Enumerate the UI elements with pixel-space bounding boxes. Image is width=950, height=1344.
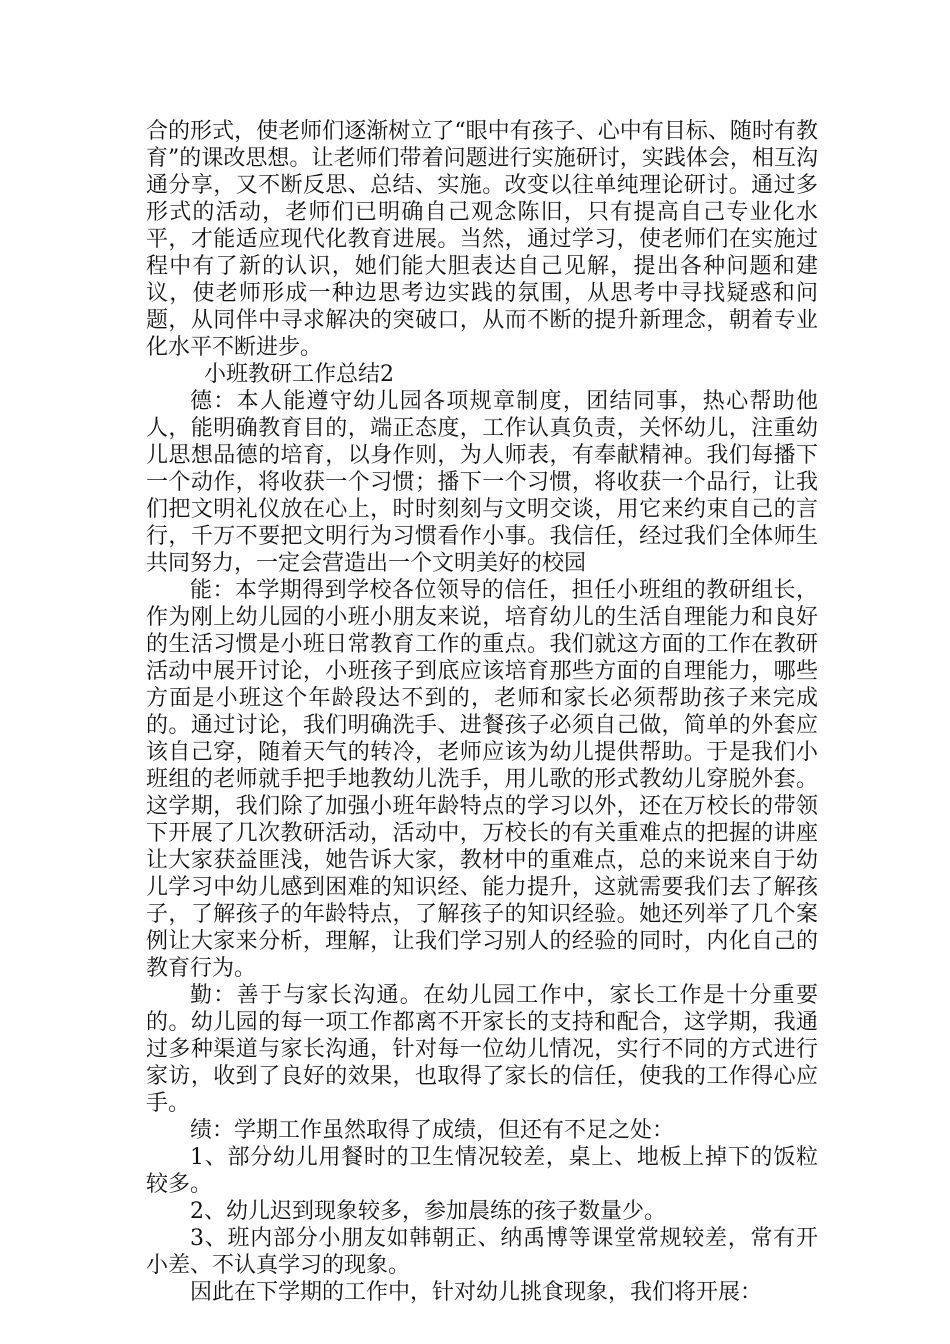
paragraph-de: 德：本人能遵守幼儿园各项规章制度，团结同事，热心帮助他人，能明确教育目的，端正态度，工作认真负责，关怀幼儿，注重幼儿思想品德的培育，以身作则，为人师表，有奉献精神。我们每播下一个动作，将收获一个习惯；播下一个习惯，将收获一个品行，让我们把文明礼仪放在心上，时时刻刻与文明交谈，用它来约束自己的言行，千万不要把文明行为习惯看作小事。我信任，经过我们全体师生共同努力，一定会营造出一个文明美好的校园 xyxy=(146,389,818,576)
list-item-2: 2、幼儿迟到现象较多，参加晨练的孩子数量少。 xyxy=(190,1199,666,1224)
list-item-3: 3、班内部分小朋友如韩朝正、纳禹博等课堂常规较差，常有开小差、不认真学习的现象。 xyxy=(146,1226,818,1278)
section-title: 小班教研工作总结2 xyxy=(204,362,394,387)
paragraph-neng: 能：本学期得到学校各位领导的信任，担任小班组的教研组长，作为刚上幼儿园的小班小朋友来说，培育幼儿的生活自理能力和良好的生活习惯是小班日常教育工作的重点。我们就这方面的工作在教研活动中展开讨论，小班孩子到底应该培育那些方面的自理能力，哪些方面是小班这个年龄段达不到的，老师和家长必须帮助孩子来完成的。通过讨论，我们明确洗手、进餐孩子必须自己做，简单的外套应该自己穿，随着天气的转冷，老师应该为幼儿提供帮助。于是我们小班组的老师就手把手地教幼儿洗手，用儿歌的形式教幼儿穿脱外套。这学期，我们除了加强小班年龄特点的学习以外，还在万校长的带领下开展了几次教研活动，活动中，万校长的有关重难点的把握的讲座让大家获益匪浅，她告诉大家，教材中的重难点，总的来说来自于幼儿学习中幼儿感到困难的知识经、能力提升，这就需要我们去了解孩子，了解孩子的年龄特点，了解孩子的知识经验。她还列举了几个案例让大家来分析，理解，让我们学习别人的经验的同时，内化自己的教育行为。 xyxy=(146,578,818,981)
paragraph-closing: 因此在下学期的工作中，针对幼儿挑食现象，我们将开展： xyxy=(190,1280,763,1305)
list-item-1: 1、部分幼儿用餐时的卫生情况较差，桌上、地板上掉下的饭粒较多。 xyxy=(146,1145,818,1197)
paragraph-continuation: 合的形式，使老师们逐渐树立了“眼中有孩子、心中有目标、随时有教育”的课改思想。让老师们带着问题进行实施研讨，实践体会，相互沟通分享，又不断反思、总结、实施。改变以往单纯理论研讨。通过多形式的活动，老师们已明确自己观念陈旧，只有提高自己专业化水平，才能适应现代化教育进展。当然，通过学习，使老师们在实施过程中有了新的认识，她们能大胆表达自己见解，提出各种问题和建议，使老师形成一种边思考边实践的氛围，从思考中寻找疑惑和问题，从同伴中寻求解决的突破口，从而不断的提升新理念，朝着专业化水平不断进步。 xyxy=(146,119,818,360)
document-page xyxy=(146,118,818,1306)
paragraph-qin: 勤：善于与家长沟通。在幼儿园工作中，家长工作是十分重要的。幼儿园的每一项工作都离不开家长的支持和配合，这学期，我通过多种渠道与家长沟通，针对每一位幼儿情况，实行不同的方式进行家访，收到了良好的效果，也取得了家长的信任，使我的工作得心应手。 xyxy=(146,983,818,1116)
paragraph-ji: 绩：学期工作虽然取得了成绩，但还有不足之处： xyxy=(190,1118,675,1143)
